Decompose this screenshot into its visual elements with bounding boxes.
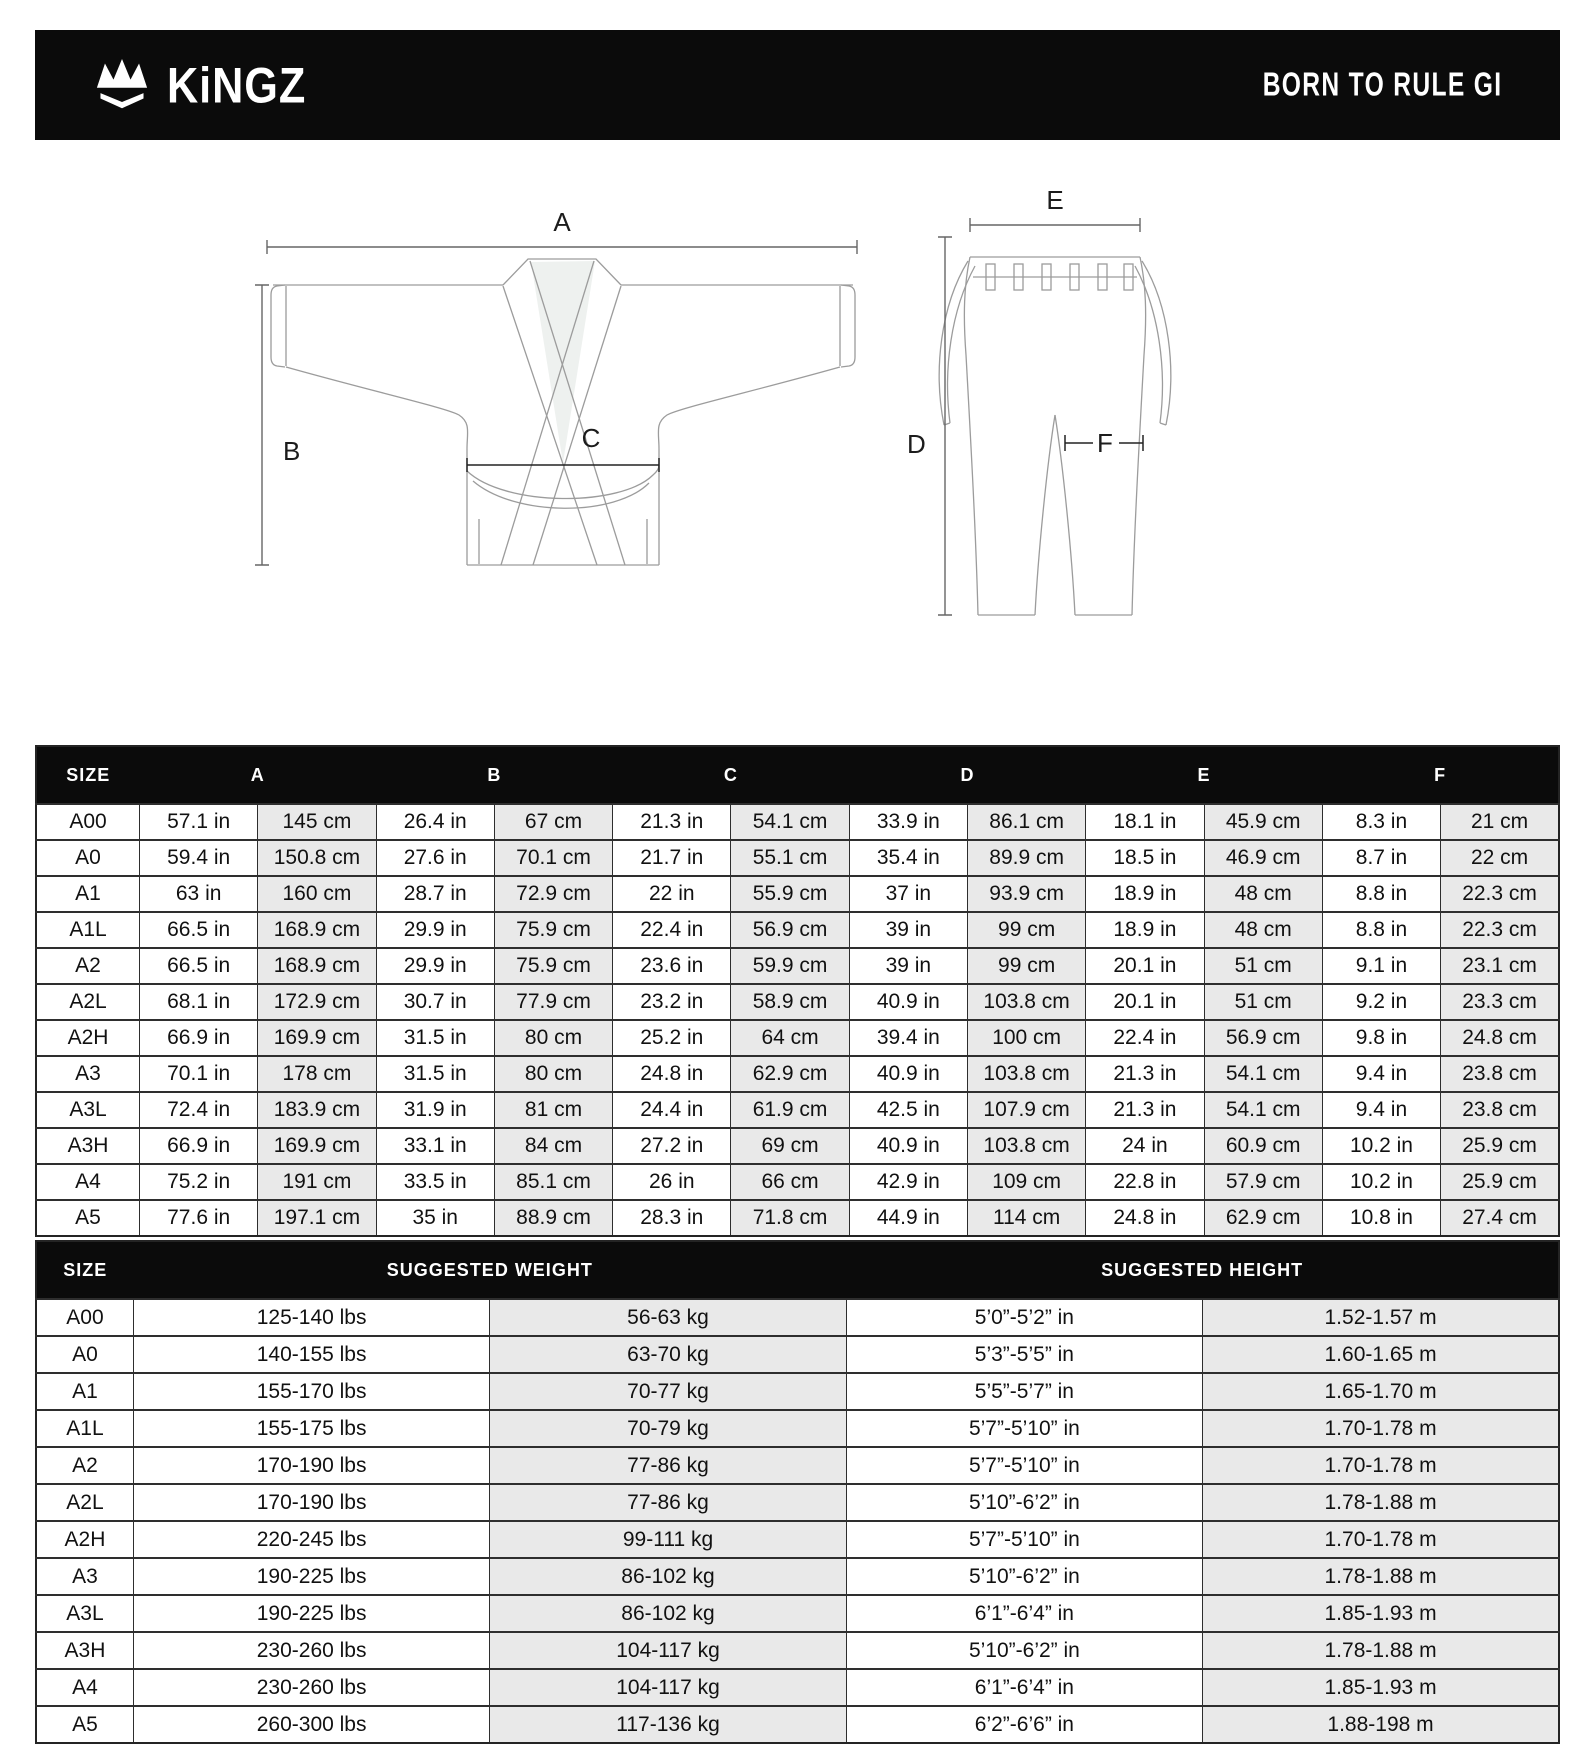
value-cell: 1.70-1.78 m (1203, 1521, 1559, 1558)
value-cell: 69 cm (731, 1128, 849, 1164)
table-row (36, 804, 1559, 840)
dim-line-f (1065, 428, 1143, 458)
value-cell: 169.9 cm (258, 1128, 376, 1164)
value-cell: 56.9 cm (1204, 1020, 1322, 1056)
value-cell: 66.9 in (140, 1020, 258, 1056)
value-cell: 33.9 in (849, 804, 967, 840)
value-cell: 5’5”-5’7” in (846, 1373, 1202, 1410)
value-cell: 63-70 kg (490, 1336, 846, 1373)
value-cell: 21.3 in (1086, 1056, 1204, 1092)
value-cell: 35.4 in (849, 840, 967, 876)
fit-table-header (36, 1241, 1559, 1299)
value-cell: 104-117 kg (490, 1632, 846, 1669)
value-cell: 28.7 in (376, 876, 494, 912)
value-cell: 70.1 cm (494, 840, 612, 876)
value-cell: 68.1 in (140, 984, 258, 1020)
value-cell: 25.9 cm (1441, 1128, 1559, 1164)
value-cell: 86.1 cm (967, 804, 1085, 840)
size-cell: A1L (36, 1410, 133, 1447)
value-cell: 55.9 cm (731, 876, 849, 912)
value-cell: 27.6 in (376, 840, 494, 876)
value-cell: 99 cm (967, 948, 1085, 984)
value-cell: 18.9 in (1086, 912, 1204, 948)
value-cell: 60.9 cm (1204, 1128, 1322, 1164)
value-cell: 77.9 cm (494, 984, 612, 1020)
size-cell: A3L (36, 1595, 133, 1632)
value-cell: 51 cm (1204, 984, 1322, 1020)
value-cell: 70-79 kg (490, 1410, 846, 1447)
value-cell: 8.7 in (1322, 840, 1440, 876)
value-cell: 26 in (613, 1164, 731, 1200)
value-cell: 66.5 in (140, 912, 258, 948)
value-cell: 75.2 in (140, 1164, 258, 1200)
value-cell: 1.60-1.65 m (1203, 1336, 1559, 1373)
value-cell: 71.8 cm (731, 1200, 849, 1236)
value-cell: 40.9 in (849, 1128, 967, 1164)
value-cell: 8.3 in (1322, 804, 1440, 840)
value-cell: 18.9 in (1086, 876, 1204, 912)
value-cell: 155-170 lbs (133, 1373, 489, 1410)
suggested-fit-table (35, 1240, 1560, 1744)
size-table-header (36, 746, 1559, 804)
value-cell: 66 cm (731, 1164, 849, 1200)
value-cell: 26.4 in (376, 804, 494, 840)
value-cell: 9.4 in (1322, 1092, 1440, 1128)
value-cell: 35 in (376, 1200, 494, 1236)
table-row (36, 1164, 1559, 1200)
value-cell: 56-63 kg (490, 1299, 846, 1336)
table-row (36, 1595, 1559, 1632)
value-cell: 9.1 in (1322, 948, 1440, 984)
value-cell: 18.1 in (1086, 804, 1204, 840)
value-cell: 23.8 cm (1441, 1092, 1559, 1128)
value-cell: 20.1 in (1086, 948, 1204, 984)
size-cell: A2L (36, 1484, 133, 1521)
col-header: B (376, 746, 613, 804)
size-cell: A5 (36, 1706, 133, 1743)
value-cell: 62.9 cm (1204, 1200, 1322, 1236)
value-cell: 99 cm (967, 912, 1085, 948)
value-cell: 9.4 in (1322, 1056, 1440, 1092)
value-cell: 80 cm (494, 1056, 612, 1092)
col-header-size: SIZE (36, 1241, 133, 1299)
value-cell: 86-102 kg (490, 1595, 846, 1632)
value-cell: 75.9 cm (494, 948, 612, 984)
col-header: A (140, 746, 377, 804)
table-row (36, 1484, 1559, 1521)
value-cell: 5’7”-5’10” in (846, 1521, 1202, 1558)
dim-label-c: C (581, 423, 601, 453)
dim-label-b: B (283, 436, 301, 466)
table-row (36, 1558, 1559, 1595)
value-cell: 25.2 in (613, 1020, 731, 1056)
value-cell: 77-86 kg (490, 1484, 846, 1521)
value-cell: 23.2 in (613, 984, 731, 1020)
value-cell: 77-86 kg (490, 1447, 846, 1484)
value-cell: 55.1 cm (731, 840, 849, 876)
value-cell: 140-155 lbs (133, 1336, 489, 1373)
value-cell: 33.5 in (376, 1164, 494, 1200)
value-cell: 89.9 cm (967, 840, 1085, 876)
value-cell: 24.8 in (613, 1056, 731, 1092)
value-cell: 109 cm (967, 1164, 1085, 1200)
dim-label-a: A (553, 207, 571, 237)
value-cell: 9.8 in (1322, 1020, 1440, 1056)
value-cell: 230-260 lbs (133, 1632, 489, 1669)
value-cell: 57.9 cm (1204, 1164, 1322, 1200)
value-cell: 39.4 in (849, 1020, 967, 1056)
value-cell: 1.70-1.78 m (1203, 1447, 1559, 1484)
value-cell: 1.65-1.70 m (1203, 1373, 1559, 1410)
dim-label-d: D (907, 429, 926, 459)
pants-drawing (939, 257, 1171, 615)
table-row (36, 1299, 1559, 1336)
value-cell: 70-77 kg (490, 1373, 846, 1410)
value-cell: 1.70-1.78 m (1203, 1410, 1559, 1447)
table-row (36, 1669, 1559, 1706)
value-cell: 169.9 cm (258, 1020, 376, 1056)
value-cell: 64 cm (731, 1020, 849, 1056)
value-cell: 33.1 in (376, 1128, 494, 1164)
value-cell: 31.5 in (376, 1020, 494, 1056)
value-cell: 22.3 cm (1441, 912, 1559, 948)
table-row (36, 1020, 1559, 1056)
measurement-table-section (35, 745, 1560, 1237)
size-cell: A1 (36, 876, 140, 912)
value-cell: 103.8 cm (967, 1128, 1085, 1164)
size-cell: A00 (36, 1299, 133, 1336)
size-cell: A1 (36, 1373, 133, 1410)
size-cell: A3H (36, 1632, 133, 1669)
brand-logo (93, 58, 315, 112)
col-header: SUGGESTED HEIGHT (846, 1241, 1559, 1299)
value-cell: 72.9 cm (494, 876, 612, 912)
value-cell: 22 in (613, 876, 731, 912)
value-cell: 37 in (849, 876, 967, 912)
value-cell: 54.1 cm (1204, 1092, 1322, 1128)
value-cell: 100 cm (967, 1020, 1085, 1056)
value-cell: 84 cm (494, 1128, 612, 1164)
value-cell: 48 cm (1204, 912, 1322, 948)
value-cell: 57.1 in (140, 804, 258, 840)
value-cell: 22.4 in (613, 912, 731, 948)
value-cell: 168.9 cm (258, 912, 376, 948)
value-cell: 66.5 in (140, 948, 258, 984)
size-cell: A4 (36, 1164, 140, 1200)
value-cell: 59.9 cm (731, 948, 849, 984)
value-cell: 5’10”-6’2” in (846, 1558, 1202, 1595)
value-cell: 21.7 in (613, 840, 731, 876)
value-cell: 125-140 lbs (133, 1299, 489, 1336)
jacket-drawing (271, 259, 855, 565)
value-cell: 1.85-1.93 m (1203, 1669, 1559, 1706)
value-cell: 24 in (1086, 1128, 1204, 1164)
value-cell: 190-225 lbs (133, 1595, 489, 1632)
value-cell: 75.9 cm (494, 912, 612, 948)
size-cell: A2 (36, 1447, 133, 1484)
value-cell: 197.1 cm (258, 1200, 376, 1236)
value-cell: 28.3 in (613, 1200, 731, 1236)
value-cell: 63 in (140, 876, 258, 912)
gi-diagram-svg (35, 165, 1560, 665)
value-cell: 9.2 in (1322, 984, 1440, 1020)
fit-table-body (36, 1299, 1559, 1743)
size-cell: A5 (36, 1200, 140, 1236)
size-cell: A4 (36, 1669, 133, 1706)
size-measurement-table (35, 745, 1560, 1237)
value-cell: 24.8 cm (1441, 1020, 1559, 1056)
size-cell: A00 (36, 804, 140, 840)
col-header-size: SIZE (36, 746, 140, 804)
value-cell: 1.52-1.57 m (1203, 1299, 1559, 1336)
value-cell: 40.9 in (849, 1056, 967, 1092)
header-row (36, 746, 1559, 804)
value-cell: 10.2 in (1322, 1128, 1440, 1164)
size-cell: A3H (36, 1128, 140, 1164)
value-cell: 1.78-1.88 m (1203, 1632, 1559, 1669)
value-cell: 22 cm (1441, 840, 1559, 876)
dim-label-f: F (1097, 428, 1113, 458)
value-cell: 88.9 cm (494, 1200, 612, 1236)
value-cell: 66.9 in (140, 1128, 258, 1164)
value-cell: 48 cm (1204, 876, 1322, 912)
value-cell: 20.1 in (1086, 984, 1204, 1020)
value-cell: 190-225 lbs (133, 1558, 489, 1595)
value-cell: 61.9 cm (731, 1092, 849, 1128)
value-cell: 29.9 in (376, 912, 494, 948)
table-row (36, 984, 1559, 1020)
value-cell: 54.1 cm (731, 804, 849, 840)
value-cell: 27.4 cm (1441, 1200, 1559, 1236)
size-cell: A2H (36, 1020, 140, 1056)
value-cell: 18.5 in (1086, 840, 1204, 876)
product-title: BORN TO RULE GI (1262, 66, 1502, 103)
crown-icon (93, 59, 151, 111)
table-row (36, 1200, 1559, 1236)
value-cell: 10.8 in (1322, 1200, 1440, 1236)
size-cell: A0 (36, 1336, 133, 1373)
value-cell: 103.8 cm (967, 1056, 1085, 1092)
value-cell: 5’10”-6’2” in (846, 1484, 1202, 1521)
value-cell: 42.9 in (849, 1164, 967, 1200)
value-cell: 39 in (849, 948, 967, 984)
value-cell: 230-260 lbs (133, 1669, 489, 1706)
value-cell: 81 cm (494, 1092, 612, 1128)
table-row (36, 1092, 1559, 1128)
value-cell: 44.9 in (849, 1200, 967, 1236)
value-cell: 23.1 cm (1441, 948, 1559, 984)
value-cell: 23.6 in (613, 948, 731, 984)
value-cell: 21.3 in (1086, 1092, 1204, 1128)
value-cell: 39 in (849, 912, 967, 948)
value-cell: 46.9 cm (1204, 840, 1322, 876)
value-cell: 150.8 cm (258, 840, 376, 876)
table-row (36, 1447, 1559, 1484)
dim-line-d (907, 237, 952, 615)
value-cell: 25.9 cm (1441, 1164, 1559, 1200)
value-cell: 1.85-1.93 m (1203, 1595, 1559, 1632)
value-cell: 99-111 kg (490, 1521, 846, 1558)
value-cell: 5’3”-5’5” in (846, 1336, 1202, 1373)
size-cell: A2L (36, 984, 140, 1020)
table-row (36, 876, 1559, 912)
value-cell: 1.78-1.88 m (1203, 1484, 1559, 1521)
value-cell: 5’10”-6’2” in (846, 1632, 1202, 1669)
value-cell: 40.9 in (849, 984, 967, 1020)
value-cell: 170-190 lbs (133, 1484, 489, 1521)
value-cell: 23.3 cm (1441, 984, 1559, 1020)
value-cell: 42.5 in (849, 1092, 967, 1128)
value-cell: 103.8 cm (967, 984, 1085, 1020)
value-cell: 145 cm (258, 804, 376, 840)
value-cell: 24.4 in (613, 1092, 731, 1128)
value-cell: 62.9 cm (731, 1056, 849, 1092)
value-cell: 6’2”-6’6” in (846, 1706, 1202, 1743)
value-cell: 51 cm (1204, 948, 1322, 984)
value-cell: 93.9 cm (967, 876, 1085, 912)
value-cell: 5’0”-5’2” in (846, 1299, 1202, 1336)
value-cell: 117-136 kg (490, 1706, 846, 1743)
value-cell: 178 cm (258, 1056, 376, 1092)
table-row (36, 948, 1559, 984)
dim-line-e (970, 185, 1140, 232)
value-cell: 8.8 in (1322, 876, 1440, 912)
value-cell: 8.8 in (1322, 912, 1440, 948)
value-cell: 67 cm (494, 804, 612, 840)
value-cell: 260-300 lbs (133, 1706, 489, 1743)
value-cell: 21.3 in (613, 804, 731, 840)
value-cell: 54.1 cm (1204, 1056, 1322, 1092)
table-row (36, 1706, 1559, 1743)
value-cell: 114 cm (967, 1200, 1085, 1236)
col-header: E (1086, 746, 1323, 804)
dim-line-a (267, 207, 857, 254)
table-row (36, 1373, 1559, 1410)
value-cell: 27.2 in (613, 1128, 731, 1164)
size-cell: A2 (36, 948, 140, 984)
value-cell: 85.1 cm (494, 1164, 612, 1200)
value-cell: 86-102 kg (490, 1558, 846, 1595)
size-cell: A3 (36, 1056, 140, 1092)
value-cell: 21 cm (1441, 804, 1559, 840)
value-cell: 1.78-1.88 m (1203, 1558, 1559, 1595)
size-cell: A3 (36, 1558, 133, 1595)
col-header: F (1322, 746, 1559, 804)
col-header: D (849, 746, 1086, 804)
value-cell: 170-190 lbs (133, 1447, 489, 1484)
size-cell: A2H (36, 1521, 133, 1558)
value-cell: 80 cm (494, 1020, 612, 1056)
value-cell: 23.8 cm (1441, 1056, 1559, 1092)
value-cell: 220-245 lbs (133, 1521, 489, 1558)
value-cell: 59.4 in (140, 840, 258, 876)
size-cell: A1L (36, 912, 140, 948)
brand-name: KiNGZ (167, 56, 307, 114)
value-cell: 24.8 in (1086, 1200, 1204, 1236)
size-table-body (36, 804, 1559, 1236)
value-cell: 5’7”-5’10” in (846, 1447, 1202, 1484)
value-cell: 58.9 cm (731, 984, 849, 1020)
size-cell: A0 (36, 840, 140, 876)
value-cell: 22.3 cm (1441, 876, 1559, 912)
value-cell: 72.4 in (140, 1092, 258, 1128)
value-cell: 56.9 cm (731, 912, 849, 948)
value-cell: 160 cm (258, 876, 376, 912)
table-row (36, 840, 1559, 876)
value-cell: 22.8 in (1086, 1164, 1204, 1200)
value-cell: 31.5 in (376, 1056, 494, 1092)
value-cell: 29.9 in (376, 948, 494, 984)
table-row (36, 1336, 1559, 1373)
value-cell: 31.9 in (376, 1092, 494, 1128)
table-row (36, 1410, 1559, 1447)
value-cell: 6’1”-6’4” in (846, 1669, 1202, 1706)
value-cell: 168.9 cm (258, 948, 376, 984)
col-header: C (613, 746, 850, 804)
value-cell: 77.6 in (140, 1200, 258, 1236)
table-row (36, 1056, 1559, 1092)
size-cell: A3L (36, 1092, 140, 1128)
value-cell: 107.9 cm (967, 1092, 1085, 1128)
table-row (36, 1128, 1559, 1164)
fit-table-section (35, 1240, 1560, 1744)
col-header: SUGGESTED WEIGHT (133, 1241, 846, 1299)
table-row (36, 1632, 1559, 1669)
value-cell: 183.9 cm (258, 1092, 376, 1128)
value-cell: 22.4 in (1086, 1020, 1204, 1056)
table-row (36, 1521, 1559, 1558)
value-cell: 45.9 cm (1204, 804, 1322, 840)
value-cell: 172.9 cm (258, 984, 376, 1020)
value-cell: 191 cm (258, 1164, 376, 1200)
dim-label-e: E (1046, 185, 1064, 215)
value-cell: 5’7”-5’10” in (846, 1410, 1202, 1447)
value-cell: 1.88-198 m (1203, 1706, 1559, 1743)
value-cell: 6’1”-6’4” in (846, 1595, 1202, 1632)
gi-measurement-diagram (35, 165, 1560, 665)
header-row (36, 1241, 1559, 1299)
value-cell: 155-175 lbs (133, 1410, 489, 1447)
value-cell: 10.2 in (1322, 1164, 1440, 1200)
value-cell: 70.1 in (140, 1056, 258, 1092)
brand-header-bar (35, 30, 1560, 140)
dim-line-b (255, 285, 300, 565)
value-cell: 104-117 kg (490, 1669, 846, 1706)
value-cell: 30.7 in (376, 984, 494, 1020)
table-row (36, 912, 1559, 948)
